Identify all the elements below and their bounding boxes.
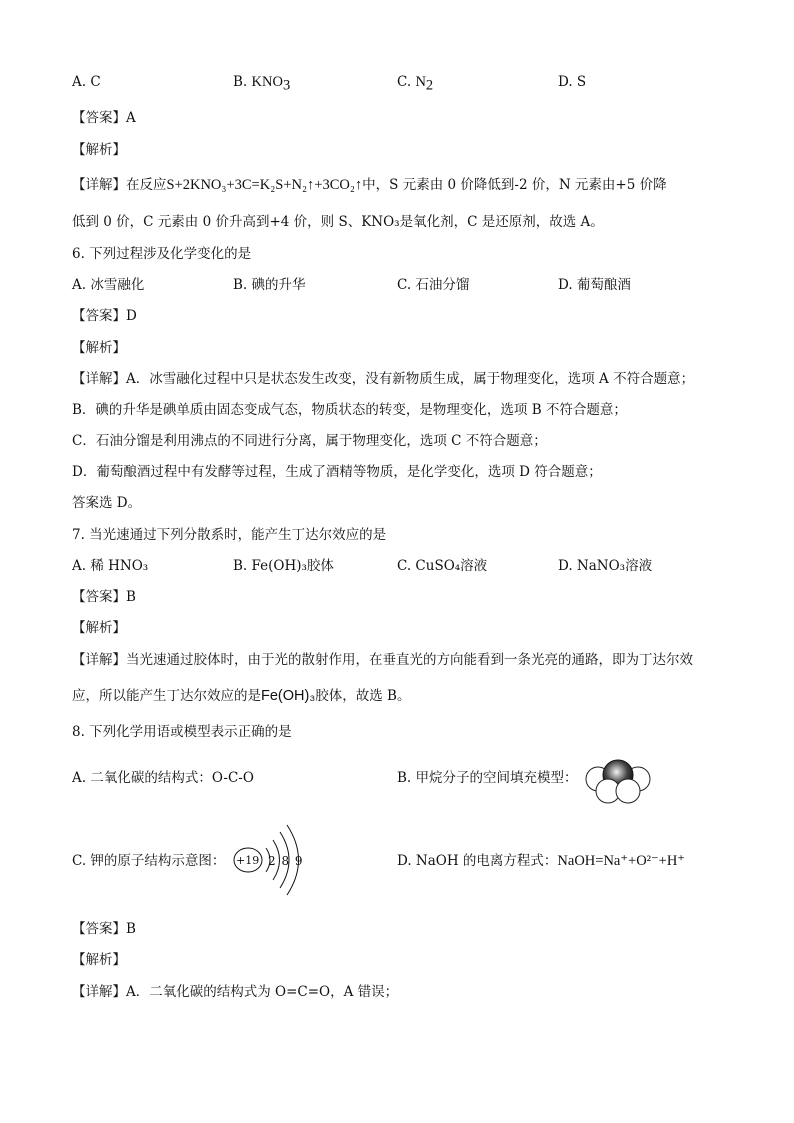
q5-detail-line1: 【详解】在反应S+2KNO₃+3C=K₂S+N₂↑+3CO₂↑中，S 元素由 0 价降低到-2 价，N 元素由+5 价降 bbox=[72, 177, 667, 193]
q6-detail-c: C．石油分馏是利用沸点的不同进行分离，属于物理变化，选项 C 不符合题意； bbox=[72, 433, 547, 449]
q6-option-c: C. 石油分馏 bbox=[397, 277, 470, 293]
q7-option-a: A. 稀 HNO₃ bbox=[72, 558, 149, 574]
q8-option-b: B. 甲烷分子的空间填充模型： bbox=[397, 770, 578, 786]
potassium-shell-electrons: 2 8 9 bbox=[268, 854, 304, 868]
q7-option-d: D. NaNO₃溶液 bbox=[558, 558, 653, 574]
q7-answer: 【答案】B bbox=[72, 589, 136, 605]
q6-option-d: D. 葡萄酿酒 bbox=[558, 277, 631, 293]
q7-stem: 7. 当光速通过下列分散系时，能产生丁达尔效应的是 bbox=[72, 527, 387, 543]
q5-option-b: B. $KNO_3$ bbox=[233, 74, 291, 94]
q6-detail-a: 【详解】A．冰雪融化过程中只是状态发生改变，没有新物质生成，属于物理变化，选项 A 不符合题意； bbox=[72, 371, 695, 387]
q6-conclusion: 答案选 D。 bbox=[72, 495, 142, 511]
q7-analysis: 【解析】 bbox=[72, 620, 126, 636]
q5-answer: 【答案】A bbox=[72, 110, 136, 126]
q6-option-b: B. 碘的升华 bbox=[233, 277, 306, 293]
q8-detail-a: 【详解】A．二氧化碳的结构式为 O=C=O，A 错误； bbox=[72, 984, 399, 1000]
q8-answer: 【答案】B bbox=[72, 921, 136, 937]
q5-option-d: D. S bbox=[558, 74, 587, 90]
q8-option-c: C. 钾的原子结构示意图： bbox=[72, 853, 226, 869]
q5-option-a: A. C bbox=[72, 74, 101, 90]
q7-option-b: B. Fe(OH)₃胶体 bbox=[233, 558, 334, 574]
q6-answer: 【答案】D bbox=[72, 308, 137, 324]
q8-option-d: D. NaOH 的电离方程式：NaOH=Na⁺+O²⁻+H⁺ bbox=[397, 853, 685, 869]
q8-analysis: 【解析】 bbox=[72, 952, 126, 968]
q8-option-a: A. 二氧化碳的结构式：O-C-O bbox=[72, 770, 254, 786]
q6-analysis: 【解析】 bbox=[72, 340, 126, 356]
q8-stem: 8. 下列化学用语或模型表示正确的是 bbox=[72, 724, 292, 740]
q7-detail-line2: 应，所以能产生丁达尔效应的是Fe(OH)₃胶体，故选 B。 bbox=[72, 688, 411, 704]
q6-option-a: A. 冰雪融化 bbox=[72, 277, 145, 293]
q7-detail-line1: 【详解】当光速通过胶体时，由于光的散射作用，在垂直光的方向能看到一条光亮的通路，即为丁达尔效 bbox=[72, 652, 693, 668]
q5-option-c: C. $N_2$ bbox=[397, 74, 434, 94]
methane-space-filling-model-icon bbox=[584, 757, 652, 805]
q6-detail-b: B．碘的升华是碘单质由固态变成气态，物质状态的转变，是物理变化，选项 B 不符合题意； bbox=[72, 402, 627, 418]
q7-option-c: C. CuSO₄溶液 bbox=[397, 558, 488, 574]
q6-stem: 6. 下列过程涉及化学变化的是 bbox=[72, 246, 252, 262]
q5-detail-line2: 低到 0 价，C 元素由 0 价升高到+4 价，则 S、KNO₃是氧化剂，C 是还原剂，故选 A。 bbox=[72, 214, 604, 230]
q6-detail-d: D．葡萄酿酒过程中有发酵等过程，生成了酒精等物质，是化学变化，选项 D 符合题意； bbox=[72, 464, 602, 480]
potassium-nucleus-label: +19 bbox=[236, 854, 260, 867]
q5-analysis: 【解析】 bbox=[72, 142, 126, 158]
